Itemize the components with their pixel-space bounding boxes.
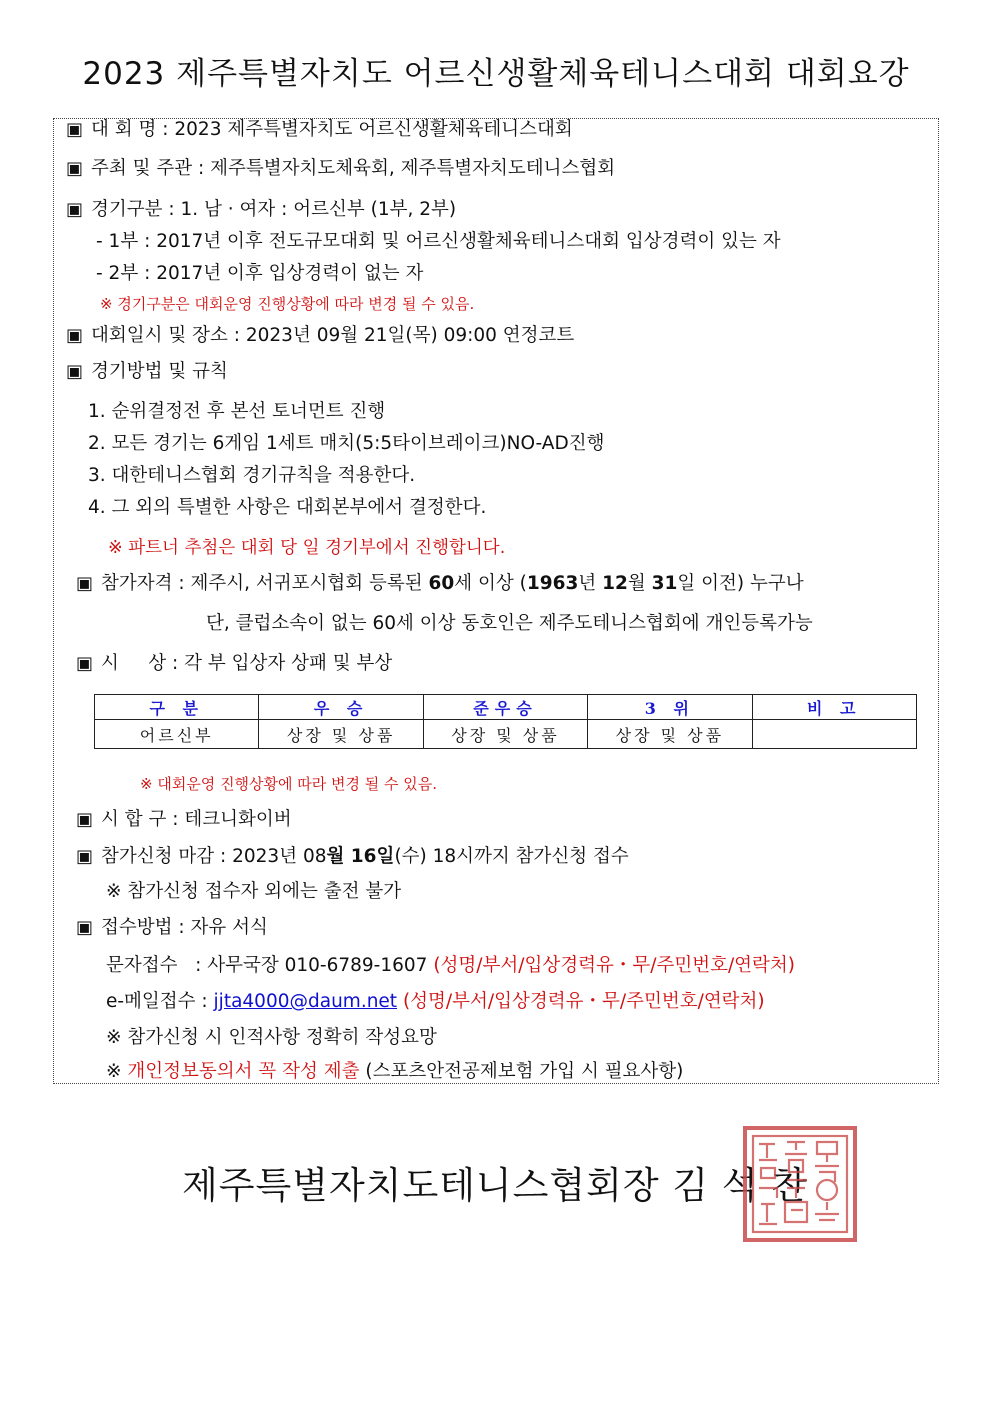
eligibility-text: 일 이전) 누구나	[677, 573, 804, 594]
square-bullet-icon: ▣	[76, 917, 94, 938]
divisions-label: 경기구분 :	[91, 199, 181, 220]
square-bullet-icon: ▣	[66, 158, 84, 179]
eligibility-age: 60	[428, 573, 455, 594]
sms-number: 010-6789-1607	[284, 955, 428, 976]
consent-form-note: 개인정보동의서 꼭 작성 제출	[127, 1061, 360, 1082]
awards-row	[76, 652, 392, 676]
event-name-row	[66, 118, 573, 142]
rules-row	[66, 360, 228, 384]
eligibility-day: 31	[651, 573, 678, 594]
deadline-row	[76, 845, 629, 869]
deadline-label: 참가신청 마감 :	[101, 846, 233, 867]
event-name-label: 대 회 명 :	[91, 119, 175, 140]
awards-header-cell: 우 승	[259, 695, 423, 720]
table-row	[95, 720, 917, 749]
sms-fields: (성명/부서/입상경력유・무/주민번호/연락처)	[433, 955, 796, 976]
sms-row	[106, 954, 795, 978]
sms-label: 문자접수 : 사무국장	[106, 955, 285, 976]
deadline-note: ※ 참가신청 접수자 외에는 출전 불가	[106, 881, 402, 902]
awards-value: 각 부 입상자 상패 및 부상	[184, 653, 393, 674]
eligibility-text: 월	[627, 573, 652, 594]
square-bullet-icon: ▣	[76, 573, 94, 594]
eligibility-row	[76, 572, 804, 596]
rules-note: ※ 파트너 추첨은 대회 당 일 경기부에서 진행합니다.	[108, 538, 506, 558]
event-name-value: 2023 제주특별자치도 어르신생활체육테니스대회	[174, 119, 573, 140]
page-title: 2023 제주특별자치도 어르신생활체육테니스대회 대회요강	[82, 56, 910, 92]
eligibility-text: 제주시, 서귀포시협회 등록된	[190, 573, 429, 594]
method-row	[76, 916, 268, 940]
awards-header-cell: 비 고	[752, 695, 916, 720]
ball-value: 테크니화이버	[184, 809, 292, 830]
awards-cell: 상장 및 상품	[423, 720, 587, 749]
awards-header-cell: 준우승	[423, 695, 587, 720]
square-bullet-icon: ▣	[76, 653, 94, 674]
square-bullet-icon: ▣	[66, 325, 84, 346]
schedule-value: 2023년 09월 21일(목) 09:00 연정코트	[245, 325, 575, 346]
organizers-value: 제주특별자치도체육회, 제주특별자치도테니스협회	[210, 158, 616, 179]
deadline-date: 월 16일	[326, 846, 395, 867]
insurance-note: (스포츠안전공제보험 가입 시 필요사항)	[359, 1061, 684, 1082]
awards-table	[94, 694, 917, 749]
rule-item: 4. 그 외의 특별한 사항은 대회본부에서 결정한다.	[88, 497, 487, 518]
square-bullet-icon: ▣	[76, 846, 94, 867]
schedule-row	[66, 324, 574, 348]
schedule-label: 대회일시 및 장소 :	[91, 325, 246, 346]
email-row	[106, 990, 765, 1014]
method-note-1: ※ 참가신청 시 인적사항 정확히 작성요망	[106, 1027, 437, 1048]
note-mark: ※	[106, 1061, 128, 1082]
division-1-text: - 1부 : 2017년 이후 전도규모대회 및 어르신생활체육테니스대회 입상경력이 있는 자	[96, 231, 781, 252]
square-bullet-icon: ▣	[76, 809, 94, 830]
email-link[interactable]: jjta4000@daum.net	[213, 991, 398, 1012]
awards-note: ※ 대회운영 진행상황에 따라 변경 될 수 있음.	[140, 775, 438, 793]
signature: 제주특별자치도테니스협회장 김 석 찬	[182, 1164, 809, 1207]
square-bullet-icon: ▣	[66, 199, 84, 220]
rule-item: 1. 순위결정전 후 본선 토너먼트 진행	[88, 401, 386, 422]
eligibility-text: 세 이상 (	[454, 573, 527, 594]
method-note-2	[106, 1060, 683, 1084]
rule-item: 2. 모든 경기는 6게임 1세트 매치(5:5타이브레이크)NO-AD진행	[88, 433, 605, 454]
awards-cell	[752, 720, 916, 749]
awards-header-cell: 구 분	[95, 695, 259, 720]
rules-label: 경기방법 및 규칙	[91, 361, 228, 382]
seal-graphic	[747, 1130, 853, 1238]
deadline-text: (수) 18시까지 참가신청 접수	[394, 846, 629, 867]
ball-row	[76, 808, 292, 832]
email-label: e-메일접수 :	[106, 991, 214, 1012]
eligibility-year: 1963	[526, 573, 579, 594]
email-fields: (성명/부서/입상경력유・무/주민번호/연락처)	[402, 991, 765, 1012]
awards-cell: 상장 및 상품	[588, 720, 752, 749]
division-2-text: - 2부 : 2017년 이후 입상경력이 없는 자	[96, 263, 424, 284]
divisions-row	[66, 198, 456, 222]
divisions-value: 1. 남 · 여자 : 어르신부 (1부, 2부)	[180, 199, 457, 220]
method-label: 접수방법 :	[101, 917, 191, 938]
ball-label: 시 합 구 :	[101, 809, 185, 830]
eligibility-line-2: 단, 클럽소속이 없는 60세 이상 동호인은 제주도테니스협회에 개인등록가능	[206, 613, 813, 634]
square-bullet-icon: ▣	[66, 361, 84, 382]
eligibility-month: 12	[602, 573, 628, 594]
rule-item: 3. 대한테니스협회 경기규칙을 적용한다.	[88, 465, 416, 486]
awards-label: 시 상 :	[101, 653, 185, 674]
official-seal	[743, 1126, 857, 1242]
awards-cell: 상장 및 상품	[259, 720, 423, 749]
eligibility-text: 년	[578, 573, 603, 594]
square-bullet-icon: ▣	[66, 119, 84, 140]
awards-cell: 어르신부	[95, 720, 259, 749]
method-value: 자유 서식	[190, 917, 268, 938]
eligibility-label: 참가자격 :	[101, 573, 191, 594]
organizers-row	[66, 157, 615, 181]
awards-header-cell: 3 위	[588, 695, 752, 720]
awards-table-header	[95, 695, 917, 720]
organizers-label: 주최 및 주관 :	[91, 158, 211, 179]
divisions-note: ※ 경기구분은 대회운영 진행상황에 따라 변경 될 수 있음.	[100, 295, 475, 313]
deadline-text: 2023년 08	[232, 846, 327, 867]
